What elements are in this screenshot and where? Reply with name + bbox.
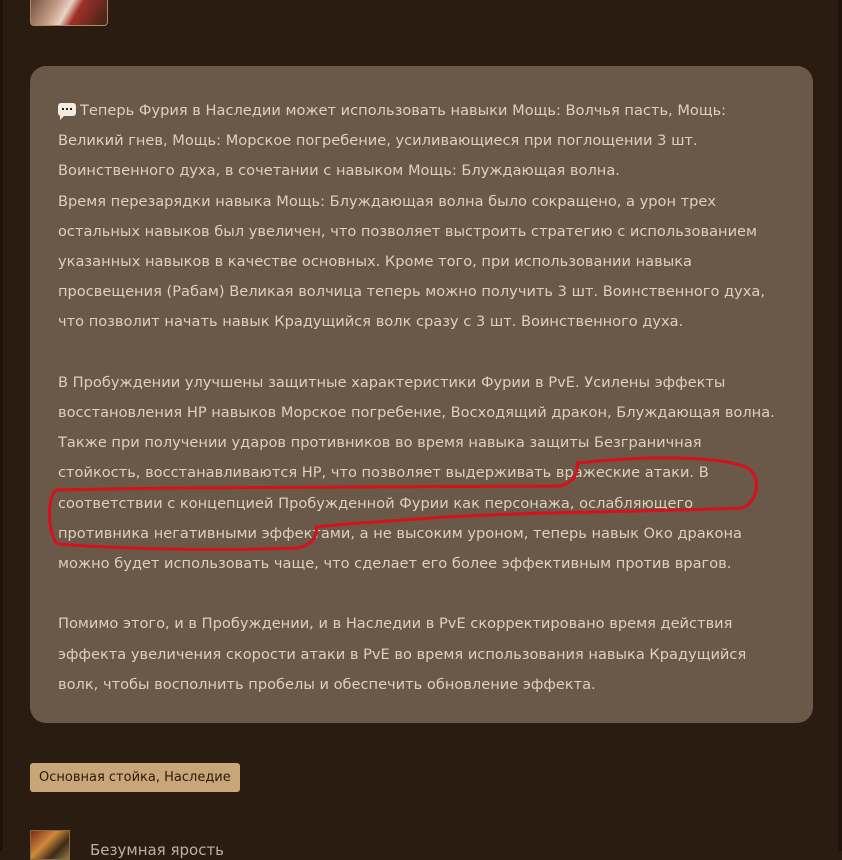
paragraph-gap: [58, 579, 787, 609]
paragraph-4: Помимо этого, и в Пробуждении, и в Наследии в PvE скорректировано время действия эффекта увеличения скорости атаки в PvE во время использования навыка Крадущийся волк, чтобы восполнить пробелы и обеспечить обновление эффекта.: [58, 615, 747, 693]
paragraph-2: Время перезарядки навыка Мощь: Блуждающая волна было сокращено, а урон трех остальных навыков был увеличен, что позволяет выстроить стратегию с использованием указанных навыков в качестве основных. Кроме того, при использовании навыка просвещения (Рабам) Великая волчица теперь можно получить 3 шт. Воинственного духа, что позволит начать навык Крадущийся волк сразу с 3 шт. Воинственного духа.: [58, 192, 765, 331]
author-avatar[interactable]: [30, 0, 108, 26]
post-content-card: [30, 66, 813, 723]
paragraph-gap: [58, 338, 787, 368]
next-post-avatar[interactable]: [30, 830, 70, 860]
next-post-title[interactable]: Безумная ярость: [90, 841, 225, 859]
tag-chip[interactable]: Основная стойка, Наследие: [30, 763, 240, 792]
paragraph-1: [58, 96, 787, 187]
paragraph-3: В Пробуждении улучшены защитные характеристики Фурии в PvE. Усилены эффекты восстановления HP навыков Морское погребение, Восходящий дракон, Блуждающая волна. Также при получении ударов противников во время навыка защиты Безграничная стойкость, восстанавливаются HP, что позволяет выдерживать вражеские атаки. В соответствии с концепцией Пробужденной Фурии как персонажа, ослабляющего противника негативными эффектами, а не высоким уроном, теперь навык Око дракона можно будет использовать чаще, что сделает его более эффективным против врагов.: [58, 373, 775, 573]
chat-icon: [58, 103, 76, 116]
paragraph-1-text: Теперь Фурия в Наследии может использовать навыки Мощь: Волчья пасть, Мощь: Великий гнев, Мощь: Морское погребение, усиливающиеся при поглощении 3 шт. Воинственного духа, в сочетании с навыком Мощь: Блуждающая волна.: [58, 102, 727, 180]
